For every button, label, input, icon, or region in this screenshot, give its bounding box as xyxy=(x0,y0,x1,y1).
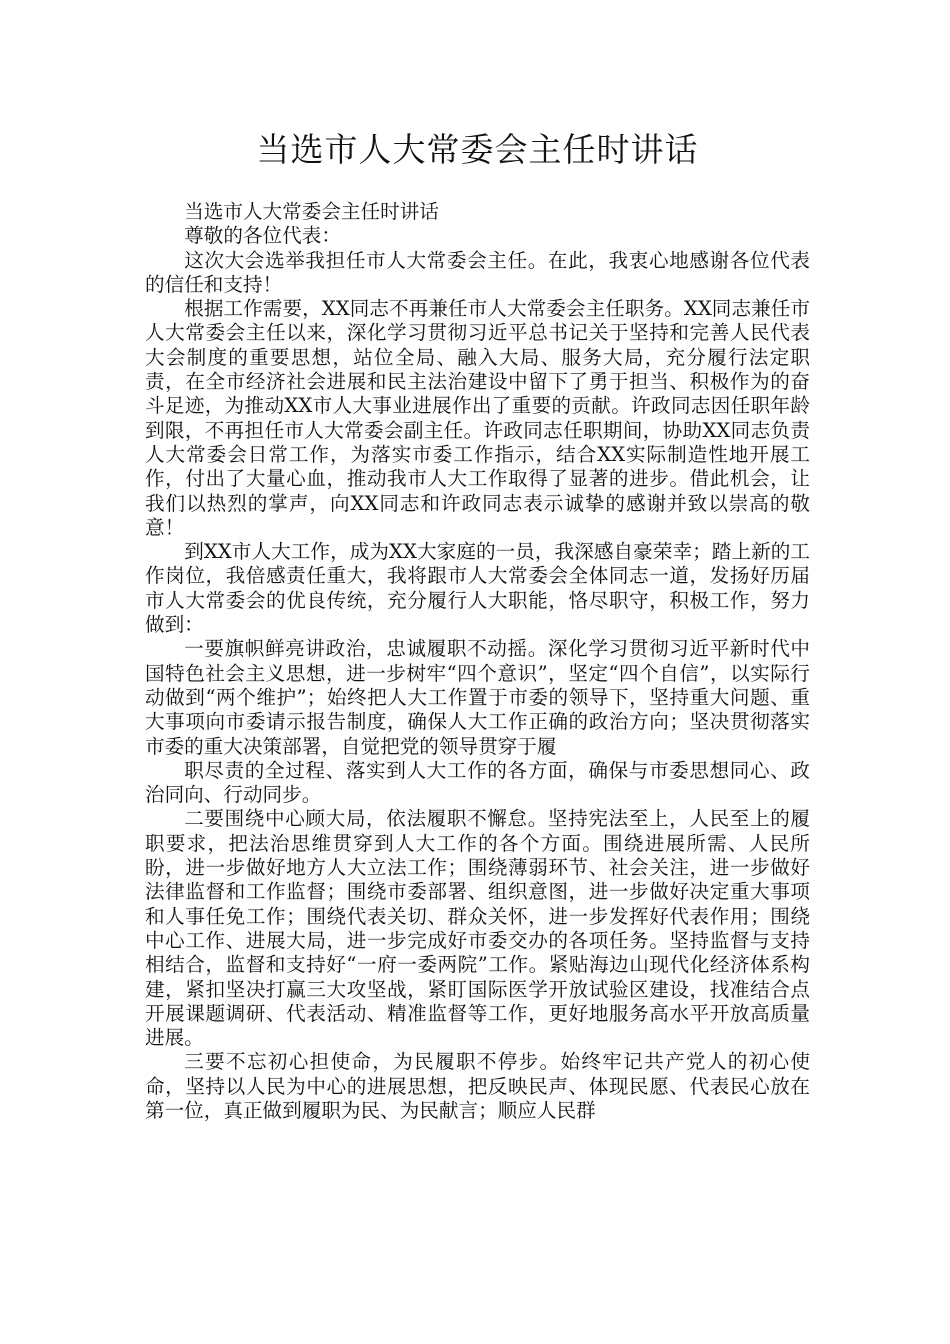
paragraph: 尊敬的各位代表： xyxy=(184,224,341,248)
paragraph: 这次大会选举我担任市人大常委会主任。在此，我衷心地感谢各位代表的信任和支持！ xyxy=(145,248,810,296)
paragraph: 职尽责的全过程、落实到人大工作的各方面，确保与市委思想同心、政治同向、行动同步。 xyxy=(145,758,810,807)
document-title: 当选市人大常委会主任时讲话 xyxy=(256,130,699,169)
document-page xyxy=(145,0,810,1123)
paragraph: 根据工作需要，XX同志不再兼任市人大常委会主任职务。XX同志兼任市人大常委会主任以来，深化学习贯彻习近平总书记关于坚持和完善人民代表大会制度的重要思想，站位全局、融入大局、服务大局，充分履行法定职责，在全市经济社会进展和民主法治建设中留下了勇于担当、积极作为的奋斗足迹，为推动XX市人大事业进展作出了重要的贡献。许政同志因任职年龄到限，不再担任市人大常委会副主任。许政同志任职期间，协助XX同志负责人大常委会日常工作，为落实市委工作指示，结合XX实际制造性地开展工作，付出了大量心血，推动我市人大工作取得了显著的进步。借此机会，让我们以热烈的掌声，向XX同志和许政同志表示诚挚的感谢并致以崇高的敬意！ xyxy=(145,297,810,539)
paragraph: 三要不忘初心担使命，为民履职不停步。始终牢记共产党人的初心使命，坚持以人民为中心的进展思想，把反映民声、体现民愿、代表民心放在第一位，真正做到履职为民、为民献言；顺应人民群 xyxy=(145,1050,810,1122)
paragraph: 一要旗帜鲜亮讲政治，忠诚履职不动摇。深化学习贯彻习近平新时代中国特色社会主义思想，进一步树牢“四个意识”，坚定“四个自信”，以实际行动做到“两个维护”；始终把人大工作置于市委的领导下，坚持重大问题、重大事项向市委请示报告制度，确保人大工作正确的政治方向；坚决贯彻落实市委的重大决策部署，自觉把党的领导贯穿于履 xyxy=(145,637,810,758)
document-body xyxy=(145,200,810,1123)
paragraph: 二要围绕中心顾大局，依法履职不懈怠。坚持宪法至上，人民至上的履职要求，把法治思维贯穿到人大工作的各个方面。围绕进展所需、人民所盼，进一步做好地方人大立法工作；围绕薄弱环节、社会关注，进一步做好法律监督和工作监督；围绕市委部署、组织意图，进一步做好决定重大事项和人事任免工作；围绕代表关切、群众关怀，进一步发挥好代表作用；围绕中心工作、进展大局，进一步完成好市委交办的各项任务。坚持监督与支持相结合，监督和支持好“一府一委两院”工作。紧贴海边山现代化经济体系构建，紧扣坚决打赢三大攻坚战，紧盯国际医学开放试验区建设，找准结合点开展课题调研、代表活动、精准监督等工作，更好地服务高水平开放高质量进展。 xyxy=(145,807,810,1050)
paragraph: 当选市人大常委会主任时讲话 xyxy=(184,200,439,223)
paragraph: 到XX市人大工作，成为XX大家庭的一员，我深感自豪荣幸；踏上新的工作岗位，我倍感责任重大，我将跟市人大常委会全体同志一道，发扬好历届市人大常委会的优良传统，充分履行人大职能，恪尽职守，积极工作，努力做到： xyxy=(145,540,810,637)
